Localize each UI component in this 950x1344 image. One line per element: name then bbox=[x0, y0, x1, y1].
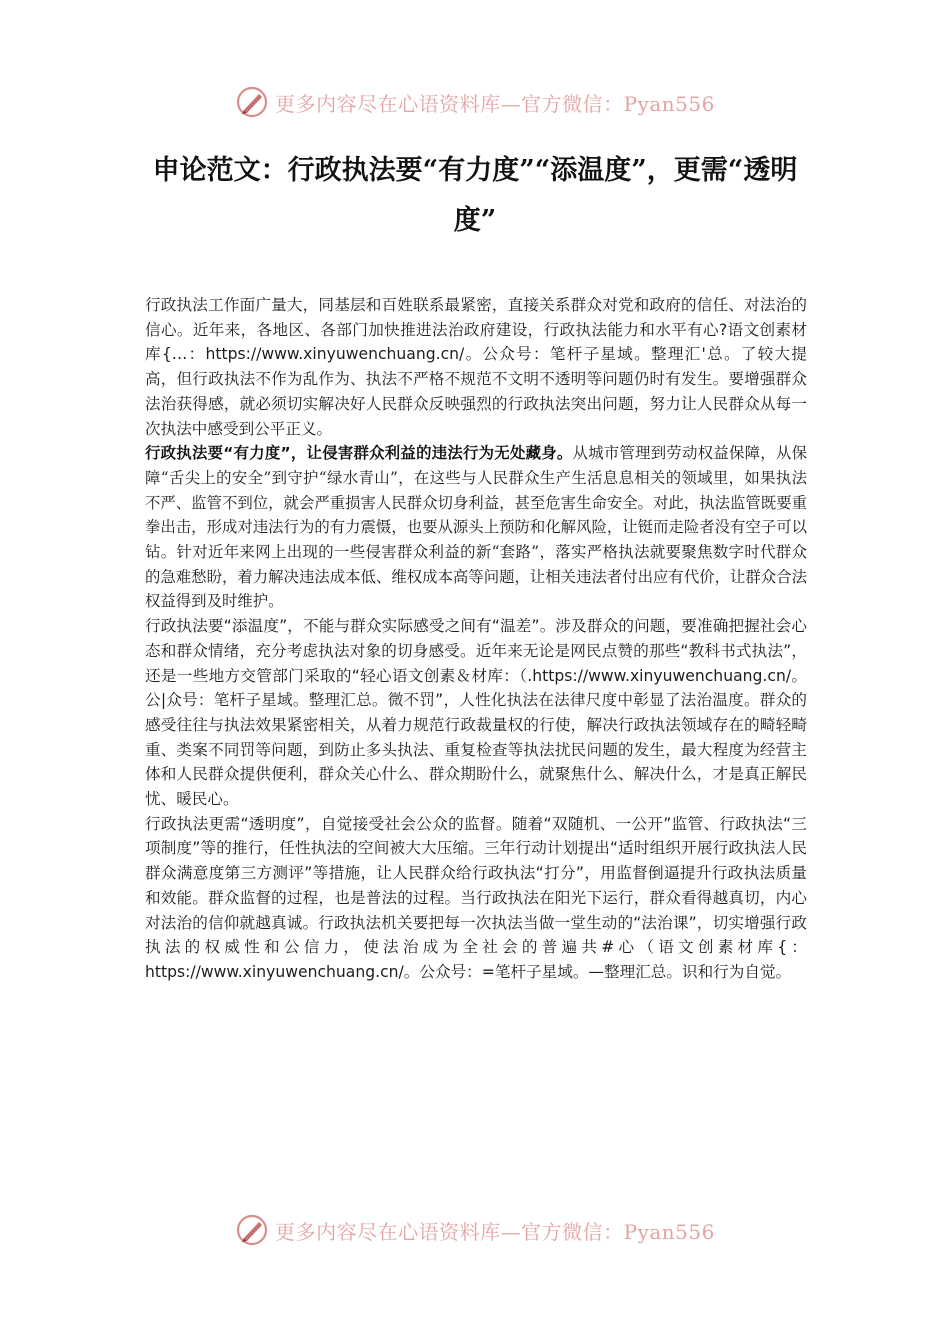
paragraph-text: 行政执法工作面广量大，同基层和百姓联系最紧密，直接关系群众对党和政府的信任、对法治的信心。近年来，各地区、各部门加快推进法治政府建设，行政执法能力和水平有心?语文创素材库{…：https://www.xinyuwenchuang.cn/。公众号：笔杆子星域。整理汇'总。了较大提高，但行政执法不作为乱作为、执法不严格不规范不文明不透明等问题仍时有发生。要增强群众法治获得感，就必须切实解决好人民群众反映强烈的行政执法突出问题，努力让人民群众从每一次执法中感受到公平正义。 bbox=[145, 296, 807, 438]
article-body bbox=[145, 293, 807, 985]
banner-text: 更多内容尽在心语资料库—官方微信：Pyan556 bbox=[275, 1219, 715, 1244]
paragraph-text: 行政执法更需“透明度”，自觉接受社会公众的监督。随着“双随机、一公开”监管、行政执法“三项制度”等的推行，任性执法的空间被大大压缩。三年行动计划提出“适时组织开展行政执法人民群众满意度第三方测评”等措施，让人民群众给行政执法“打分”，用监督倒逼提升行政执法质量和效能。群众监督的过程，也是普法的过程。当行政执法在阳光下运行，群众看得越真切，内心对法治的信仰就越真诚。行政执法机关要把每一次执法当做一堂生动的“法治课”，切实增强行政执法的权威性和公信力，使法治成为全社会的普遍共#心（语文创素材库{：https://www.xinyuwenchuang.cn/。公众号：=笔杆子星域。—整理汇总。识和行为自觉。 bbox=[145, 814, 807, 981]
paragraph-3 bbox=[145, 614, 807, 812]
paragraph-text: 从城市管理到劳动权益保障，从保障“舌尖上的安全”到守护“绿水青山”，在这些与人民群众生产生活息息相关的领域里，如果执法不严、监管不到位，就会严重损害人民群众切身利益，甚至危害生命安全。对此，执法监管既要重拳出击，形成对违法行为的有力震慑，也要从源头上预防和化解风险，让铤而走险者没有空子可以钻。针对近年来网上出现的一些侵害群众利益的新“套路”，落实严格执法就要聚焦数字时代群众的急难愁盼，着力解决违法成本低、维权成本高等问题，让相关违法者付出应有代价，让群众合法权益得到及时维护。 bbox=[145, 444, 807, 611]
paragraph-lead: 行政执法要“有力度”，让侵害群众利益的违法行为无处藏身。 bbox=[145, 444, 573, 463]
paragraph-1 bbox=[145, 293, 807, 441]
pen-logo-icon bbox=[235, 1213, 269, 1247]
footer-banner bbox=[0, 1210, 950, 1250]
pen-logo-icon bbox=[235, 85, 269, 119]
header-banner bbox=[0, 82, 950, 122]
paragraph-4 bbox=[145, 812, 807, 985]
paragraph-2 bbox=[145, 441, 807, 614]
banner-text: 更多内容尽在心语资料库—官方微信：Pyan556 bbox=[275, 91, 715, 116]
page-title: 申论范文：行政执法要“有力度”“添温度”，更需“透明度” bbox=[152, 155, 798, 236]
paragraph-text: 行政执法要“添温度”，不能与群众实际感受之间有“温差”。涉及群众的问题，要准确把握社会心态和群众情绪，充分考虑执法对象的切身感受。近年来无论是网民点赞的那些“教科书式执法”，还是一些地方交管部门采取的“轻心语文创素＆材库：（.https://www.xinyuwenchuang.cn/。公|众号：笔杆子星域。整理汇总。微不罚”，人性化执法在法律尺度中彰显了法治温度。群众的感受往往与执法效果紧密相关，从着力规范行政裁量权的行使，解决行政执法领域存在的畸轻畸重、类案不同罚等问题，到防止多头执法、重复检查等执法扰民问题的发生，最大程度为经营主体和人民群众提供便利，群众关心什么、群众期盼什么，就聚焦什么、解决什么，才是真正解民忧、暖民心。 bbox=[145, 617, 807, 809]
